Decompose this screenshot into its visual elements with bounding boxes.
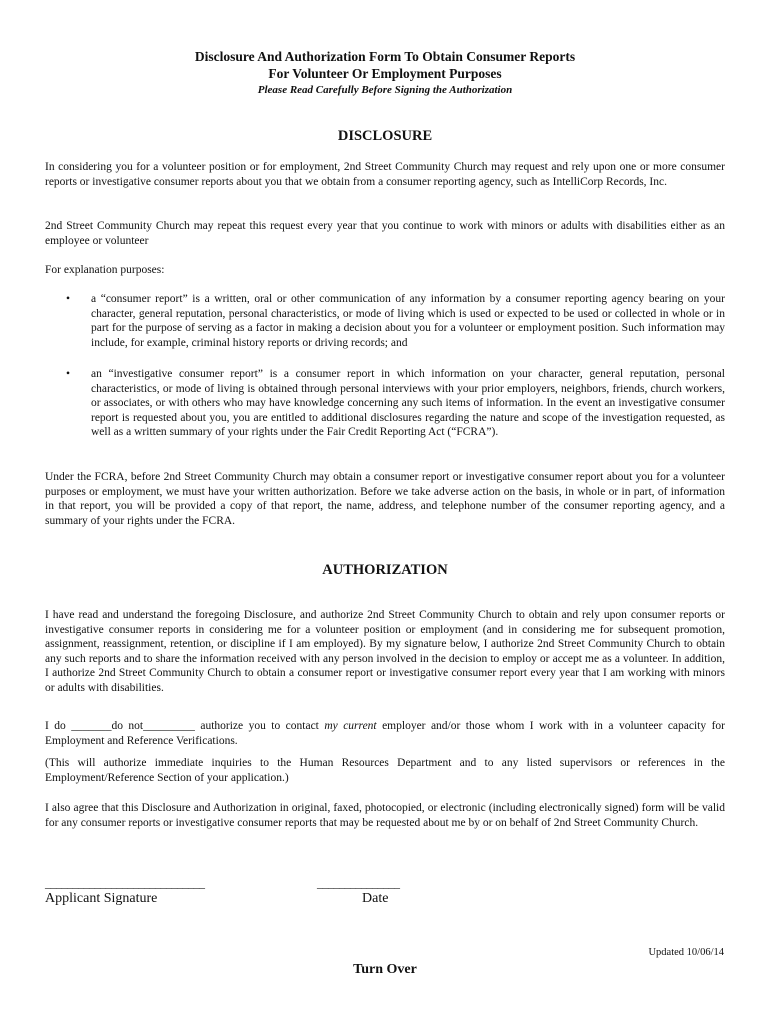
bullet-icon: • <box>66 293 71 305</box>
disclosure-paragraph-2: 2nd Street Community Church may repeat this request every year that you continue to work with minors or adults with disabilities either as an employee or volunteer <box>45 220 725 247</box>
date-line[interactable]: _______________ <box>317 876 400 890</box>
authorization-paragraph-3: (This will authorize immediate inquiries to the Human Resources Department and to any listed supervisors or references in the Employment/Reference Section of your application.) <box>45 757 725 784</box>
disclosure-heading: DISCLOSURE <box>337 128 433 144</box>
list-item <box>45 367 725 440</box>
turn-over-label: Turn Over <box>353 962 417 977</box>
contact-suffix: employer and/or those whom I work with in a volunteer capacity for Employment and Reference Verifications. <box>45 720 725 747</box>
contact-authorization-paragraph <box>45 719 725 748</box>
list-item <box>45 292 725 350</box>
disclosure-paragraph-3: For explanation purposes: <box>45 264 165 276</box>
contact-italic: my current <box>324 720 377 732</box>
form-title-line1: Disclosure And Authorization Form To Obtain Consumer Reports <box>194 49 576 64</box>
form-subtitle: Please Read Carefully Before Signing the Authorization <box>257 84 513 96</box>
authorization-heading: AUTHORIZATION <box>322 562 448 578</box>
applicant-signature-line[interactable]: _____________________________ <box>45 876 205 890</box>
authorization-paragraph-4: I also agree that this Disclosure and Authorization in original, faxed, photocopied, or electronic (including electronically signed) form will be valid for any consumer reports or investigative consumer reports that may be requested about me by or on behalf of 2nd Street Community Church. <box>45 802 725 829</box>
updated-date: Updated 10/06/14 <box>648 947 724 958</box>
disclosure-paragraph-1: In considering you for a volunteer position or for employment, 2nd Street Community Church may request and rely upon one or more consumer reports or investigative consumer reports about you that we obtain from a consumer reporting agency, such as IntelliCorp Records, Inc. <box>45 161 725 188</box>
bullet-text: a “consumer report” is a written, oral or other communication of any information by a consumer reporting agency bearing on your character, general reputation, personal characteristics, or mode of living which is used or expected to be used or collected in whole or in part for the purpose of serving as a factor in making a decision about you for a volunteer or employment position. Such information may include, for example, criminal history reports or driving records; and <box>91 293 725 349</box>
authorization-paragraph-1: I have read and understand the foregoing Disclosure, and authorize 2nd Street Community Church to obtain and rely upon consumer reports or investigative consumer reports in considering me for a volunteer position or employment (and in considering me for subsequent promotion, assignment, reassignment, retention, or discipline if I am employed). By my signature below, I authorize 2nd Street Community Church to obtain any such reports and to share the information received with any person involved in the decision to employ or accept me as a volunteer. In addition, I authorize 2nd Street Community Church to obtain a consumer report or investigative consumer report every year that I am working with minors or adults with disabilities. <box>45 609 725 694</box>
bullet-icon: • <box>66 368 71 380</box>
bullet-text: an “investigative consumer report” is a consumer report in which information on your character, general reputation, personal characteristics, or mode of living is obtained through personal interviews with your prior employers, neighbors, friends, church workers, or associates, or with others who may have knowledge concerning any such items of information. In the event an investigative consumer report is requested about you, you are entitled to additional disclosures regarding the nature and scope of the investigation requested, as well as a written summary of your rights under the Fair Credit Reporting Act (“FCRA”). <box>91 368 725 439</box>
applicant-signature-label: Applicant Signature <box>45 891 158 906</box>
date-label: Date <box>362 891 389 906</box>
form-title-line2: For Volunteer Or Employment Purposes <box>268 66 502 81</box>
contact-prefix: I do _______do not_________ authorize you to contact <box>45 720 325 732</box>
disclosure-paragraph-4: Under the FCRA, before 2nd Street Community Church may obtain a consumer report or investigative consumer report about you for a volunteer purposes or employment, we must have your written authorization. Before we take adverse action on the basis, in whole or in part, of information in that report, you will be provided a copy of that report, the name, address, and telephone number of the consumer reporting agency, and a summary of your rights under the FCRA. <box>45 471 725 527</box>
